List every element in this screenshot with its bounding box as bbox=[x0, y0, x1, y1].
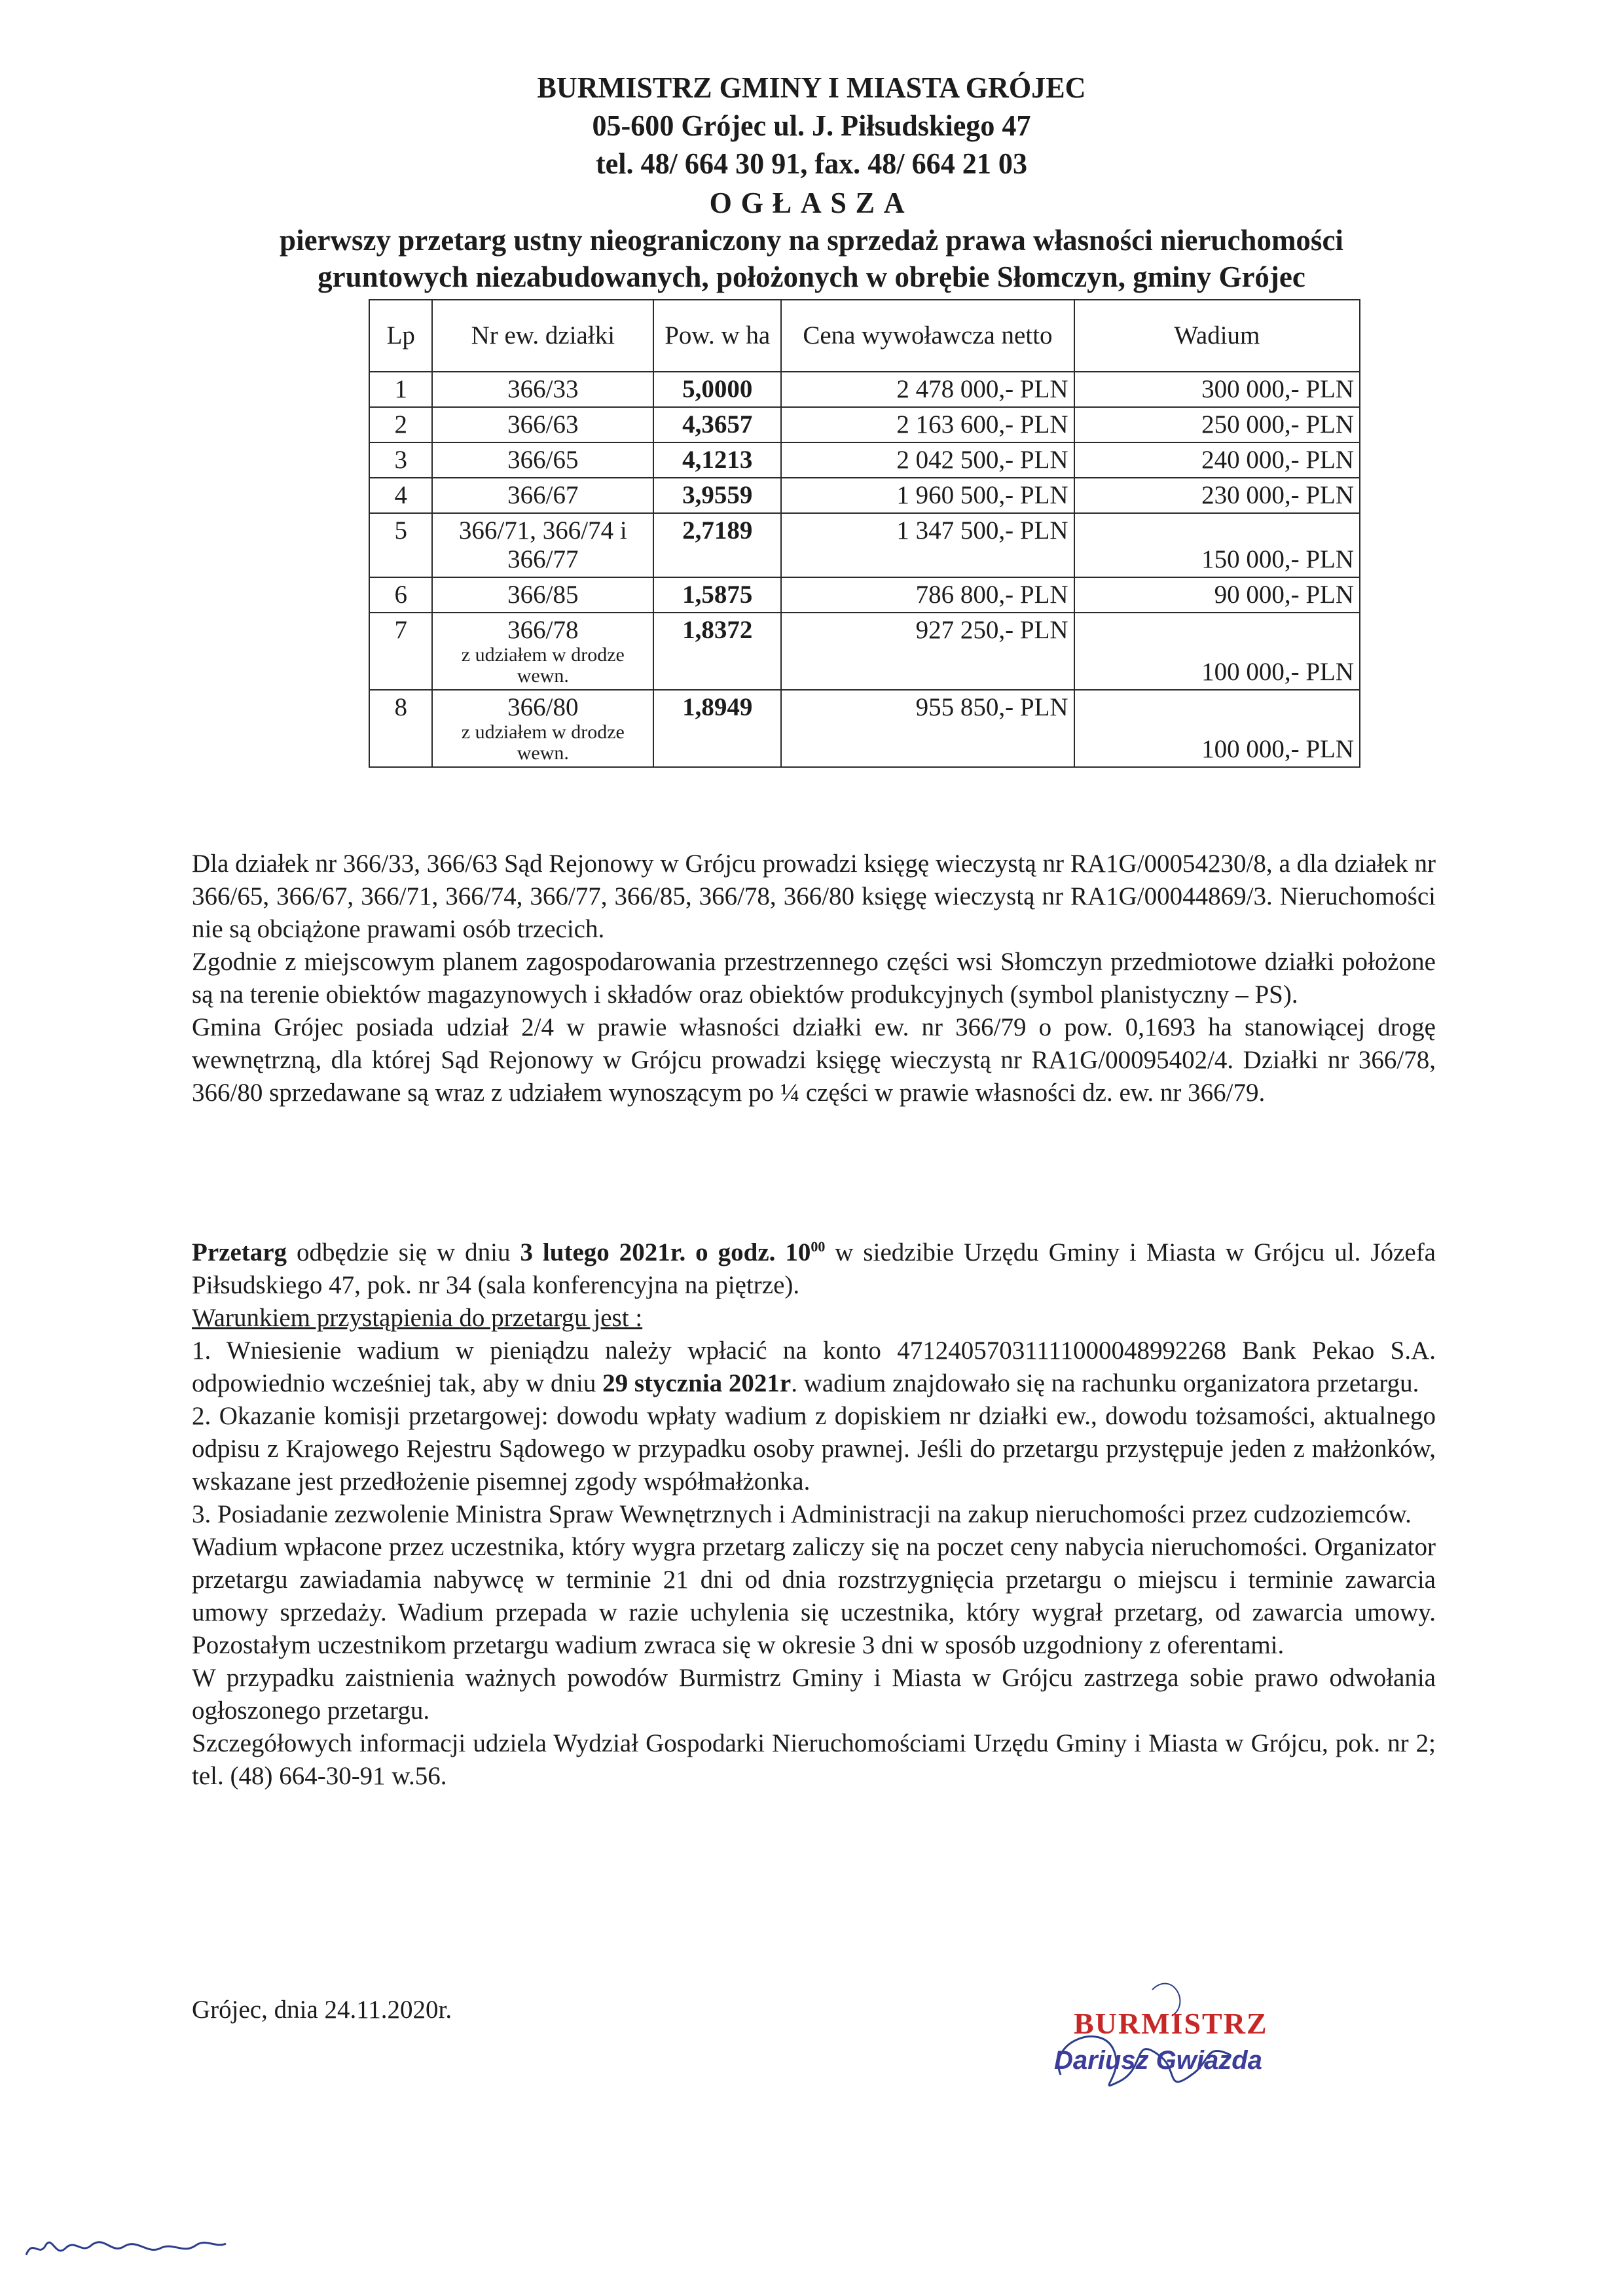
plot-number: 366/33 bbox=[507, 375, 579, 403]
cell-deposit: 230 000,- PLN bbox=[1074, 478, 1360, 513]
table-row bbox=[369, 407, 1360, 442]
auction-date: 3 lutego 2021r. o godz. 10 bbox=[520, 1238, 811, 1266]
plot-number: 366/71, 366/74 i 366/77 bbox=[458, 516, 627, 573]
cell-price: 1 960 500,- PLN bbox=[781, 478, 1074, 513]
auction-section bbox=[192, 1230, 1436, 1793]
cell-plot-number bbox=[432, 690, 653, 767]
announce-heading: OGŁASZA bbox=[709, 187, 914, 219]
initials-signature bbox=[20, 2219, 236, 2271]
cell-plot-number bbox=[432, 478, 653, 513]
cell-deposit: 250 000,- PLN bbox=[1074, 407, 1360, 442]
condition-3: 3. Posiadanie zezwolenie Ministra Spraw Wewnętrznych i Administracji na zakup nieruchomości przez cudzoziemców. bbox=[192, 1500, 1412, 1528]
auction-location: w siedzibie Urzędu Gminy i Miasta w Grójcu ul. Józefa Piłsudskiego 47, pok. nr 34 (sala konferencyjna na piętrze). bbox=[192, 1238, 1436, 1299]
notice-body bbox=[192, 848, 1436, 1109]
info-paragraph: Szczegółowych informacji udziela Wydział Gospodarki Nieruchomościami Urzędu Gminy i Miasta w Grójcu, pok. nr 2; tel. (48) 664-30-91 w.56. bbox=[192, 1729, 1436, 1790]
cell-price: 2 042 500,- PLN bbox=[781, 442, 1074, 478]
condition-1-text: 1. Wniesienie wadium w pieniądzu należy wpłacić na konto 47124057031111000048992268 Bank Pekao S.A. odpowiednio wcześniej tak, aby w dniu bbox=[192, 1336, 1436, 1397]
cell-lp: 2 bbox=[369, 407, 432, 442]
cell-price: 786 800,- PLN bbox=[781, 577, 1074, 613]
cell-lp: 4 bbox=[369, 478, 432, 513]
table-header-row bbox=[369, 300, 1360, 372]
cell-deposit: 240 000,- PLN bbox=[1074, 442, 1360, 478]
cell-plot-number bbox=[432, 577, 653, 613]
plot-number: 366/78 bbox=[507, 616, 579, 644]
cell-deposit: 100 000,- PLN bbox=[1074, 613, 1360, 690]
table-row bbox=[369, 577, 1360, 613]
col-header-wadium: Wadium bbox=[1074, 300, 1360, 372]
table-row bbox=[369, 442, 1360, 478]
condition-1 bbox=[192, 1335, 1436, 1400]
cell-lp: 7 bbox=[369, 613, 432, 690]
cell-lp: 3 bbox=[369, 442, 432, 478]
table-row bbox=[369, 478, 1360, 513]
deposit-deadline: 29 stycznia 2021r bbox=[602, 1369, 792, 1397]
cell-price: 927 250,- PLN bbox=[781, 613, 1074, 690]
cell-area: 1,5875 bbox=[653, 577, 781, 613]
table-row bbox=[369, 372, 1360, 407]
table-row bbox=[369, 613, 1360, 690]
plot-number: 366/63 bbox=[507, 410, 579, 439]
office-name: BURMISTRZ GMINY I MIASTA GRÓJEC bbox=[537, 71, 1086, 104]
cell-area: 3,9559 bbox=[653, 478, 781, 513]
stamp-title: BURMISTRZ bbox=[1074, 2007, 1268, 2040]
office-address: 05-600 Grójec ul. J. Piłsudskiego 47 bbox=[592, 109, 1031, 142]
deposit-paragraph: Wadium wpłacone przez uczestnika, który wygra przetarg zaliczy się na poczet ceny nabycia nieruchomości. Organizator przetargu zawiadamia nabywcę w terminie 21 dni od dnia rozstrzygnięcia przetargu o miejscu i terminie zawarcia umowy sprzedaży. Wadium przepada w razie uchylenia się uczestnika, który wygrał przetarg, od zawarcia umowy. Pozostałym uczestnikom przetargu wadium zwraca się w okresie 3 dni w sposób uzgodniony z oferentami. bbox=[192, 1533, 1436, 1659]
col-header-nr: Nr ew. działki bbox=[432, 300, 653, 372]
cell-plot-number bbox=[432, 407, 653, 442]
letterhead bbox=[0, 69, 1623, 295]
plot-note: z udziałem w drodze wewn. bbox=[461, 721, 625, 764]
cell-plot-number bbox=[432, 613, 653, 690]
reservation-paragraph: W przypadku zaistnienia ważnych powodów Burmistrz Gminy i Miasta w Grójcu zastrzega sobie prawo odwołania ogłoszonego przetargu. bbox=[192, 1664, 1436, 1725]
cell-plot-number bbox=[432, 372, 653, 407]
plots-table bbox=[369, 299, 1360, 768]
cell-area: 1,8372 bbox=[653, 613, 781, 690]
cell-area: 1,8949 bbox=[653, 690, 781, 767]
cell-deposit: 90 000,- PLN bbox=[1074, 577, 1360, 613]
plot-number: 366/85 bbox=[507, 581, 579, 609]
cell-area: 4,1213 bbox=[653, 442, 781, 478]
date-line: Grójec, dnia 24.11.2020r. bbox=[192, 1996, 452, 2024]
cell-plot-number bbox=[432, 513, 653, 577]
subject-line-1: pierwszy przetarg ustny nieograniczony na sprzedaż prawa własności nieruchomości bbox=[280, 224, 1343, 257]
cell-price: 2 163 600,- PLN bbox=[781, 407, 1074, 442]
plot-number: 366/67 bbox=[507, 481, 579, 509]
cell-area: 2,7189 bbox=[653, 513, 781, 577]
cell-deposit: 150 000,- PLN bbox=[1074, 513, 1360, 577]
col-header-pow: Pow. w ha bbox=[653, 300, 781, 372]
cell-area: 4,3657 bbox=[653, 407, 781, 442]
cell-area: 5,0000 bbox=[653, 372, 781, 407]
col-header-lp: Lp bbox=[369, 300, 432, 372]
condition-1-end: . wadium znajdowało się na rachunku organizatora przetargu. bbox=[791, 1369, 1419, 1397]
office-phone: tel. 48/ 664 30 91, fax. 48/ 664 21 03 bbox=[595, 147, 1027, 180]
cell-lp: 5 bbox=[369, 513, 432, 577]
table-row bbox=[369, 690, 1360, 767]
conditions-heading: Warunkiem przystąpienia do przetargu jest : bbox=[192, 1304, 643, 1332]
cell-lp: 6 bbox=[369, 577, 432, 613]
cell-price: 2 478 000,- PLN bbox=[781, 372, 1074, 407]
subject-line-2: gruntowych niezabudowanych, położonych w obrębie Słomczyn, gminy Grójec bbox=[318, 260, 1305, 293]
plot-number: 366/80 bbox=[507, 693, 579, 721]
land-register-paragraph: Dla działek nr 366/33, 366/63 Sąd Rejonowy w Grójcu prowadzi księgę wieczystą nr RA1G/00054230/8, a dla działek nr 366/65, 366/67, 366/71, 366/74, 366/77, 366/85, 366/78, 366/80 księgę wieczystą nr RA1G/00044869/3. Nieruchomości nie są obciążone prawami osób trzecich. bbox=[192, 850, 1436, 943]
stamp-name: Dariusz Gwiazda bbox=[1054, 2046, 1262, 2075]
plot-number: 366/65 bbox=[507, 446, 579, 474]
zoning-paragraph: Zgodnie z miejscowym planem zagospodarowania przestrzennego części wsi Słomczyn przedmiotowe działki położone są na terenie obiektów magazynowych i składów oraz obiektów produkcyjnych (symbol planistyczny – PS). bbox=[192, 948, 1436, 1009]
mayor-stamp bbox=[1054, 2006, 1268, 2075]
cell-deposit: 100 000,- PLN bbox=[1074, 690, 1360, 767]
auction-paragraph bbox=[192, 1230, 1436, 1302]
auction-mid: odbędzie się w dniu bbox=[287, 1238, 520, 1266]
cell-lp: 8 bbox=[369, 690, 432, 767]
cell-price: 1 347 500,- PLN bbox=[781, 513, 1074, 577]
cell-price: 955 850,- PLN bbox=[781, 690, 1074, 767]
auction-time-minutes: 00 bbox=[811, 1238, 826, 1255]
auction-lead: Przetarg bbox=[192, 1238, 287, 1266]
col-header-cena: Cena wywoławcza netto bbox=[781, 300, 1074, 372]
condition-2: 2. Okazanie komisji przetargowej: dowodu wpłaty wadium z dopiskiem nr działki ew., dowodu tożsamości, aktualnego odpisu z Krajowego Rejestru Sądowego w przypadku osoby prawnej. Jeśli do przetargu przystępuje jeden z małżonków, wskazane jest przedłożenie pisemnej zgody współmałżonka. bbox=[192, 1402, 1436, 1496]
cell-lp: 1 bbox=[369, 372, 432, 407]
cell-deposit: 300 000,- PLN bbox=[1074, 372, 1360, 407]
cell-plot-number bbox=[432, 442, 653, 478]
table-row bbox=[369, 513, 1360, 577]
plot-note: z udziałem w drodze wewn. bbox=[461, 644, 625, 687]
road-share-paragraph: Gmina Grójec posiada udział 2/4 w prawie własności działki ew. nr 366/79 o pow. 0,1693 ha stanowiącej drogę wewnętrzną, dla której Sąd Rejonowy w Grójcu prowadzi księgę wieczystą nr RA1G/00095402/4. Działki nr 366/78, 366/80 sprzedawane są wraz z udziałem wynoszącym po ¼ części w prawie własności dz. ew. nr 366/79. bbox=[192, 1013, 1436, 1107]
